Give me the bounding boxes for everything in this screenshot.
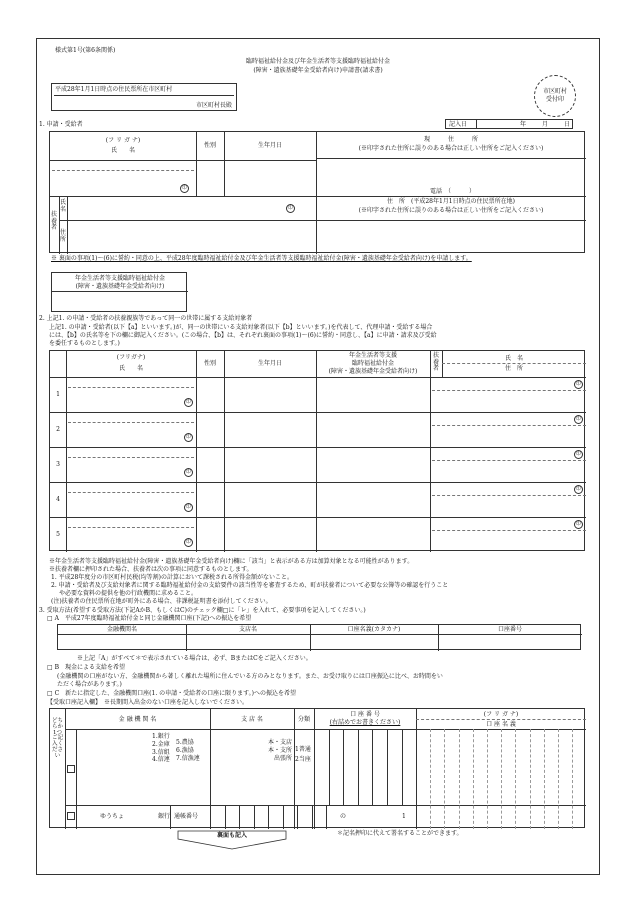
passbook-digit-divider [210,806,211,829]
entry-date-label: 記入日 [449,121,468,128]
col-current-address: 現 住 所 [423,136,478,143]
s2-col-gender: 性別 [203,360,216,367]
bank-types-b[interactable] [176,739,200,762]
row-number: 1 [56,391,60,398]
date-year: 年 [520,121,527,128]
col-type: 分類 [297,716,310,723]
dependent-divider [432,530,586,531]
row-seal: 印 [184,398,193,407]
col-acct-furigana: (フ リ ガ ナ) [483,711,519,718]
name-char-divider [572,729,573,829]
s2-col-support2: 臨時福祉給付金 [351,360,394,367]
dependent-seal: 印 [286,204,295,213]
row-divider [50,517,586,518]
col-acct-note: (右詰めでお書きください) [329,719,401,726]
back-side-label: 裏面も記入 [216,832,247,839]
row-seal: 印 [184,503,193,512]
furigana-divider [68,387,194,388]
note1: ※年金生活者等支援臨時福祉給付金(障害・遺族基礎年金受給者向け)欄に「該当」と表示がある方は加算対象となる可能性があります。 [49,558,414,565]
name-char-divider [558,729,559,829]
yucho-one: 1 [402,813,406,820]
branch-types[interactable] [230,739,292,762]
dependent-divider [432,495,586,496]
bank-type-2: 2.金庫 [152,740,170,748]
receiving-account-table [49,708,585,828]
acct-digit-divider [329,729,330,805]
row-divider [50,412,586,413]
row-dependent-seal: 印 [574,380,583,389]
col-bank-name: 金 融 機 関 名 [118,716,157,723]
acct-digit-divider [402,729,403,805]
passbook-digit-divider [312,806,313,829]
note-b2: ただく場合があります。) [57,681,122,688]
s2-col-name2: 氏 名 [504,355,523,362]
row-divider [50,447,586,448]
s2-col-support3: (障害・遺族基礎年金受給者向け) [328,368,418,375]
furigana-divider [68,457,194,458]
name-char-divider [544,729,545,829]
furigana-divider [68,422,194,423]
dependent-label: 扶養者 [51,211,58,232]
section1-heading: 1. 申請・受給者 [39,121,83,128]
col-acct-no: 口 座 番 号 [350,711,380,718]
s2-col-support1: 年金生活者等支援 [348,352,397,359]
row-divider [50,377,586,378]
passbook-digit-divider [254,806,255,829]
acct-types[interactable] [295,745,311,764]
branch-type-2: 本・支所 [267,746,292,754]
bank-type-7: 7.信漁連 [176,754,200,762]
col-birth: 生年月日 [257,142,282,149]
bank-type-5: 5.農協 [176,739,194,746]
colA-acct-name: 口座名義(カタカナ) [347,626,401,633]
col-branch: 支 店 名 [241,716,263,723]
passbook-digit-divider [225,806,226,829]
branch-type-1: 本・支店 [267,739,292,746]
colA-bank: 金融機関名 [106,626,137,633]
branch-type-3: 出張所 [273,754,292,762]
row-number: 4 [56,496,60,503]
acct-type-1: 1普通 [295,746,311,753]
applicant-table [49,131,585,253]
note4: 2. 申請・受給者及び支給対象者に関する臨時福祉給付金の支給要件の該当性等を審査するため、町が扶養者について必要な公簿等の確認を行うこと [51,582,449,589]
note2: ※扶養者欄に押印された場合、扶養者は次の事項に同意するものとします。 [49,566,253,573]
section3-heading: 3. 受取方法(希望する受取方法(下記AかB、もしくはC)のチェック欄□に「レ」を入れて、必要事項を記入してください。) [39,607,366,614]
name-char-divider [444,729,445,829]
colA-acct-no: 口座番号 [497,626,522,633]
yucho-no-char: の [340,813,347,820]
acct-type-2: 2当座 [295,755,311,763]
note3: 1. 平成28年度分の市区町村民税(均等割)の計算において課税される所得金額がないこと。 [51,574,293,581]
acct-digit-divider [358,729,359,805]
row-number: 5 [56,531,60,538]
furigana-divider [68,527,194,528]
bank-checkbox[interactable] [67,765,75,773]
yucho-bank-word: 銀行 [158,813,171,820]
dependent-divider [432,460,586,461]
reception-stamp [534,75,576,117]
row-seal: 印 [184,538,193,547]
note-a: ※上記「A」がすべて＊で表示されている場合は、必ず、BまたはCをご記入ください。 [77,655,312,662]
note-b1: (金融機関の口座がない方、金融機関から著しく離れた場所に住んでいる方のみとなります。また、お受け取りには口座振込に比べ、お時間をい [57,673,443,680]
residence-label: 平成28年1月1日時点の住民票所在市区町村 [55,86,173,93]
row-seal: 印 [184,433,193,442]
section2-desc1: 上記1. の申請・受給者(以下【a】といいます。)が、同一の世帯にいる支給対象者(以下【b】といいます。)を代表して、代理申請・受給する場合 [49,324,433,331]
colA-branch: 支店名 [238,626,257,633]
s2-col-dependent: 扶養者 [433,352,440,373]
passbook-digit-divider [268,806,269,829]
passbook-digit-divider [239,806,240,829]
col-acct-name: 口 座 名 義 [486,721,516,728]
section2-heading: 2. 上記1. の申請・受給者の扶養親族等であって同一の世帯に属する支給対象者 [39,315,253,322]
bank-type-3: 3.信組 [152,748,170,756]
row-number: 2 [56,426,60,433]
date-day: 日 [564,121,571,128]
passbook-digit-divider [326,806,327,829]
section2-desc3: を委任するものとします。) [49,340,120,347]
dep-address-label: 住所 [60,229,67,243]
passbook-label: 通帳番号 [174,813,199,820]
name-char-divider [459,729,460,829]
receiving-account-label: 【受取口座記入欄】 ※長期間入出金のない口座を記入しないでください。 [47,699,249,706]
name-char-divider [515,729,516,829]
form-title-line1: 臨時福祉給付金及び年金生活者等支援臨時福祉給付金 [245,58,390,65]
applicant-seal: 印 [180,184,189,193]
col-name: 氏 名 [110,147,135,154]
bank-type-4: 4.信連 [152,756,170,764]
form-number: 様式第1号(第6条関係) [55,47,116,54]
row-dependent-seal: 印 [574,450,583,459]
name-char-divider [501,729,502,829]
note5: や必要な資料の提供を他の行政機関に求めること。 [59,590,198,597]
side-label: どちらか1つご記入ください [51,718,63,759]
name-char-divider [487,729,488,829]
entry-date-box[interactable] [445,119,573,129]
s2-col-birth: 生年月日 [257,360,282,367]
sign-note: ＊記名押印に代えて署名することができます。 [337,830,463,837]
dep-name-label: 氏名 [60,199,67,213]
note6: (注)扶養者の住民票所在地が町外にある場合、非課税証明書を添付してください。 [51,598,272,605]
name-char-divider [430,729,431,829]
name-char-divider [530,729,531,829]
row-dependent-seal: 印 [574,485,583,494]
stamp-line2: 受付印 [545,96,564,104]
passbook-digit-divider [297,806,298,829]
support-label1: 年金生活者等支援臨時福祉給付金 [74,275,165,282]
row-number: 3 [56,461,60,468]
row-dependent-seal: 印 [574,520,583,529]
date-month: 月 [542,121,549,128]
residence-box [51,83,237,111]
row-divider [50,482,586,483]
address-note: (※印字された住所に誤りのある場合は正しい住所をご記入ください) [358,145,544,152]
dependent-divider [432,390,586,391]
application-form [36,38,600,875]
col-furigana: (フ リ ガ ナ) [105,137,141,144]
row-seal: 印 [184,468,193,477]
option-c[interactable]: □ C 新たに指定した、金融機関口座(1. の申請・受給者の口座に限ります。)への振込を希望 [47,690,297,697]
dep-addr-note: (※印字された住所に誤りのある場合は正しい住所をご記入ください) [358,207,544,214]
support-label2: (障害・遺族基礎年金受給者向け) [75,283,165,290]
support-box[interactable] [51,272,187,312]
row-dependent-seal: 印 [574,415,583,424]
mayor-label: 市区町村長殿 [195,102,232,109]
s2-col-name: 氏 名 [118,365,143,372]
passbook-digit-divider [283,806,284,829]
acct-digit-divider [387,729,388,805]
col-gender: 性別 [203,142,216,149]
bank-type-1: 1.銀行 [152,733,170,740]
consent-text: ※ 裏面の事項(1)～(6)に誓約・同意の上、平成28年度臨時福祉給付金及び年金生活者等支援臨時福祉給付金(障害・遺族基礎年金受給者向け)を申請します。 [51,255,472,262]
name-char-divider [473,729,474,829]
acct-digit-divider [372,729,373,805]
dep-addr-header: 住 所 (平成28年1月1日時点の住民票所在地) [387,198,515,205]
s2-col-furigana: (フリガナ) [116,354,146,361]
stamp-line1: 市区町村 [542,88,567,95]
option-a[interactable]: □ A 平成27年度臨時福祉給付金と同じ金融機関口座(下記)への振込を希望 [47,615,252,622]
bank-types-a[interactable] [152,733,170,764]
dependent-divider [432,425,586,426]
phone-label[interactable]: 電話 （ ） [430,188,476,195]
option-b[interactable]: □ B 現金による支給を希望 [47,664,125,671]
s2-col-addr2: 住 所 [504,365,523,372]
bank-type-6: 6.漁協 [176,746,194,754]
yucho-checkbox[interactable] [67,812,75,820]
form-title-line2: (障害・遺族基礎年金受給者向け)申請書(請求書) [253,67,383,74]
yucho-label: ゆうちょ [100,813,125,820]
dependents-table [49,350,585,551]
acct-digit-divider [343,729,344,805]
furigana-divider [68,492,194,493]
option-a-table [57,624,581,650]
section2-desc2: には、【b】の氏名等を下の欄に御記入ください。(この場合、【b】は、それぞれ裏面の事項(1)～(6)に誓約・同意し、【a】に申請・請求及び受給 [49,332,437,339]
